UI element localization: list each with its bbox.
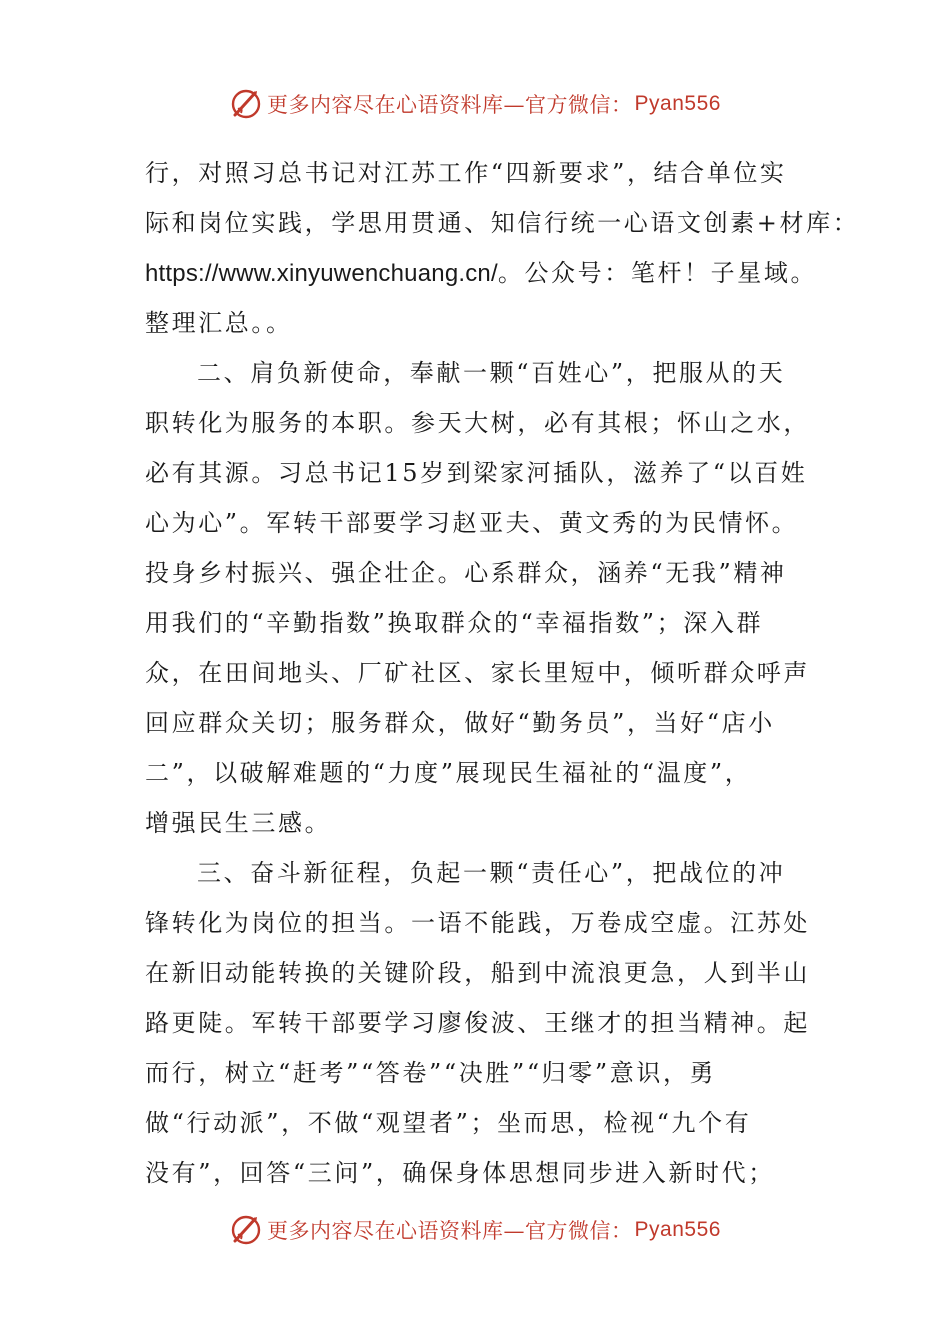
text-line: 做“行动派”，不做“观望者”；坐而思，检视“九个有 xyxy=(145,1109,752,1137)
website-url: https://www.xinyuwenchuang.cn/ xyxy=(145,260,498,287)
paragraph-2-start: 二、肩负新使命，奉献一颗“百姓心”，把服从的天 xyxy=(197,359,786,387)
footer-banner-account: Pyan556 xyxy=(634,1218,721,1241)
text-line: 增强民生三感。 xyxy=(145,809,332,837)
text-line: 路更陡。军转干部要学习廖俊波、王继才的担当精神。起 xyxy=(145,1009,810,1037)
text-line: 行，对照习总书记对江苏工作“四新要求”，结合单位实 xyxy=(145,159,787,187)
header-banner-account: Pyan556 xyxy=(634,92,721,115)
text-line: 际和岗位实践，学思用贯通、知信行统一心语文创素+材库： xyxy=(145,209,860,237)
text-line: 锋转化为岗位的担当。一语不能践，万卷成空虚。江苏处 xyxy=(145,909,810,937)
header-banner-text: 更多内容尽在心语资料库—官方微信： xyxy=(267,93,633,117)
text-line: 用我们的“辛勤指数”换取群众的“幸福指数”；深入群 xyxy=(145,609,764,637)
text-line: 在新旧动能转换的关键阶段，船到中流浪更急，人到半山 xyxy=(145,959,810,987)
text-line: 必有其源。习总书记15岁到梁家河插队，滋养了“以百姓 xyxy=(145,459,808,487)
text-line: 没有”，回答“三问”，确保身体思想同步进入新时代； xyxy=(145,1159,775,1187)
text-line: 回应群众关切；服务群众，做好“勤务员”，当好“店小 xyxy=(145,709,775,737)
text-line: 心为心”。军转干部要学习赵亚夫、黄文秀的为民情怀。 xyxy=(145,509,799,537)
text-line: 职转化为服务的本职。参天大树，必有其根；怀山之水， xyxy=(145,409,810,437)
text-line-url xyxy=(145,248,818,298)
document-body xyxy=(145,148,860,1198)
text-line: 整理汇总。。 xyxy=(145,309,293,337)
text-span: 。公众号：笔杆！子星域。 xyxy=(497,259,818,287)
pen-logo-icon xyxy=(229,87,263,121)
footer-banner-text: 更多内容尽在心语资料库—官方微信： xyxy=(267,1219,633,1243)
header-watermark-banner xyxy=(0,84,950,124)
paragraph-3-start: 三、奋斗新征程，负起一颗“责任心”，把战位的冲 xyxy=(197,859,786,887)
text-line: 众，在田间地头、厂矿社区、家长里短中，倾听群众呼声 xyxy=(145,659,810,687)
text-line: 二”，以破解难题的“力度”展现民生福祉的“温度”， xyxy=(145,759,752,787)
footer-watermark-banner xyxy=(0,1210,950,1250)
pen-logo-icon xyxy=(229,1213,263,1247)
text-line: 投身乡村振兴、强企壮企。心系群众，涵养“无我”精神 xyxy=(145,559,787,587)
text-line: 而行，树立“赶考”“答卷”“决胜”“归零”意识，勇 xyxy=(145,1059,717,1087)
